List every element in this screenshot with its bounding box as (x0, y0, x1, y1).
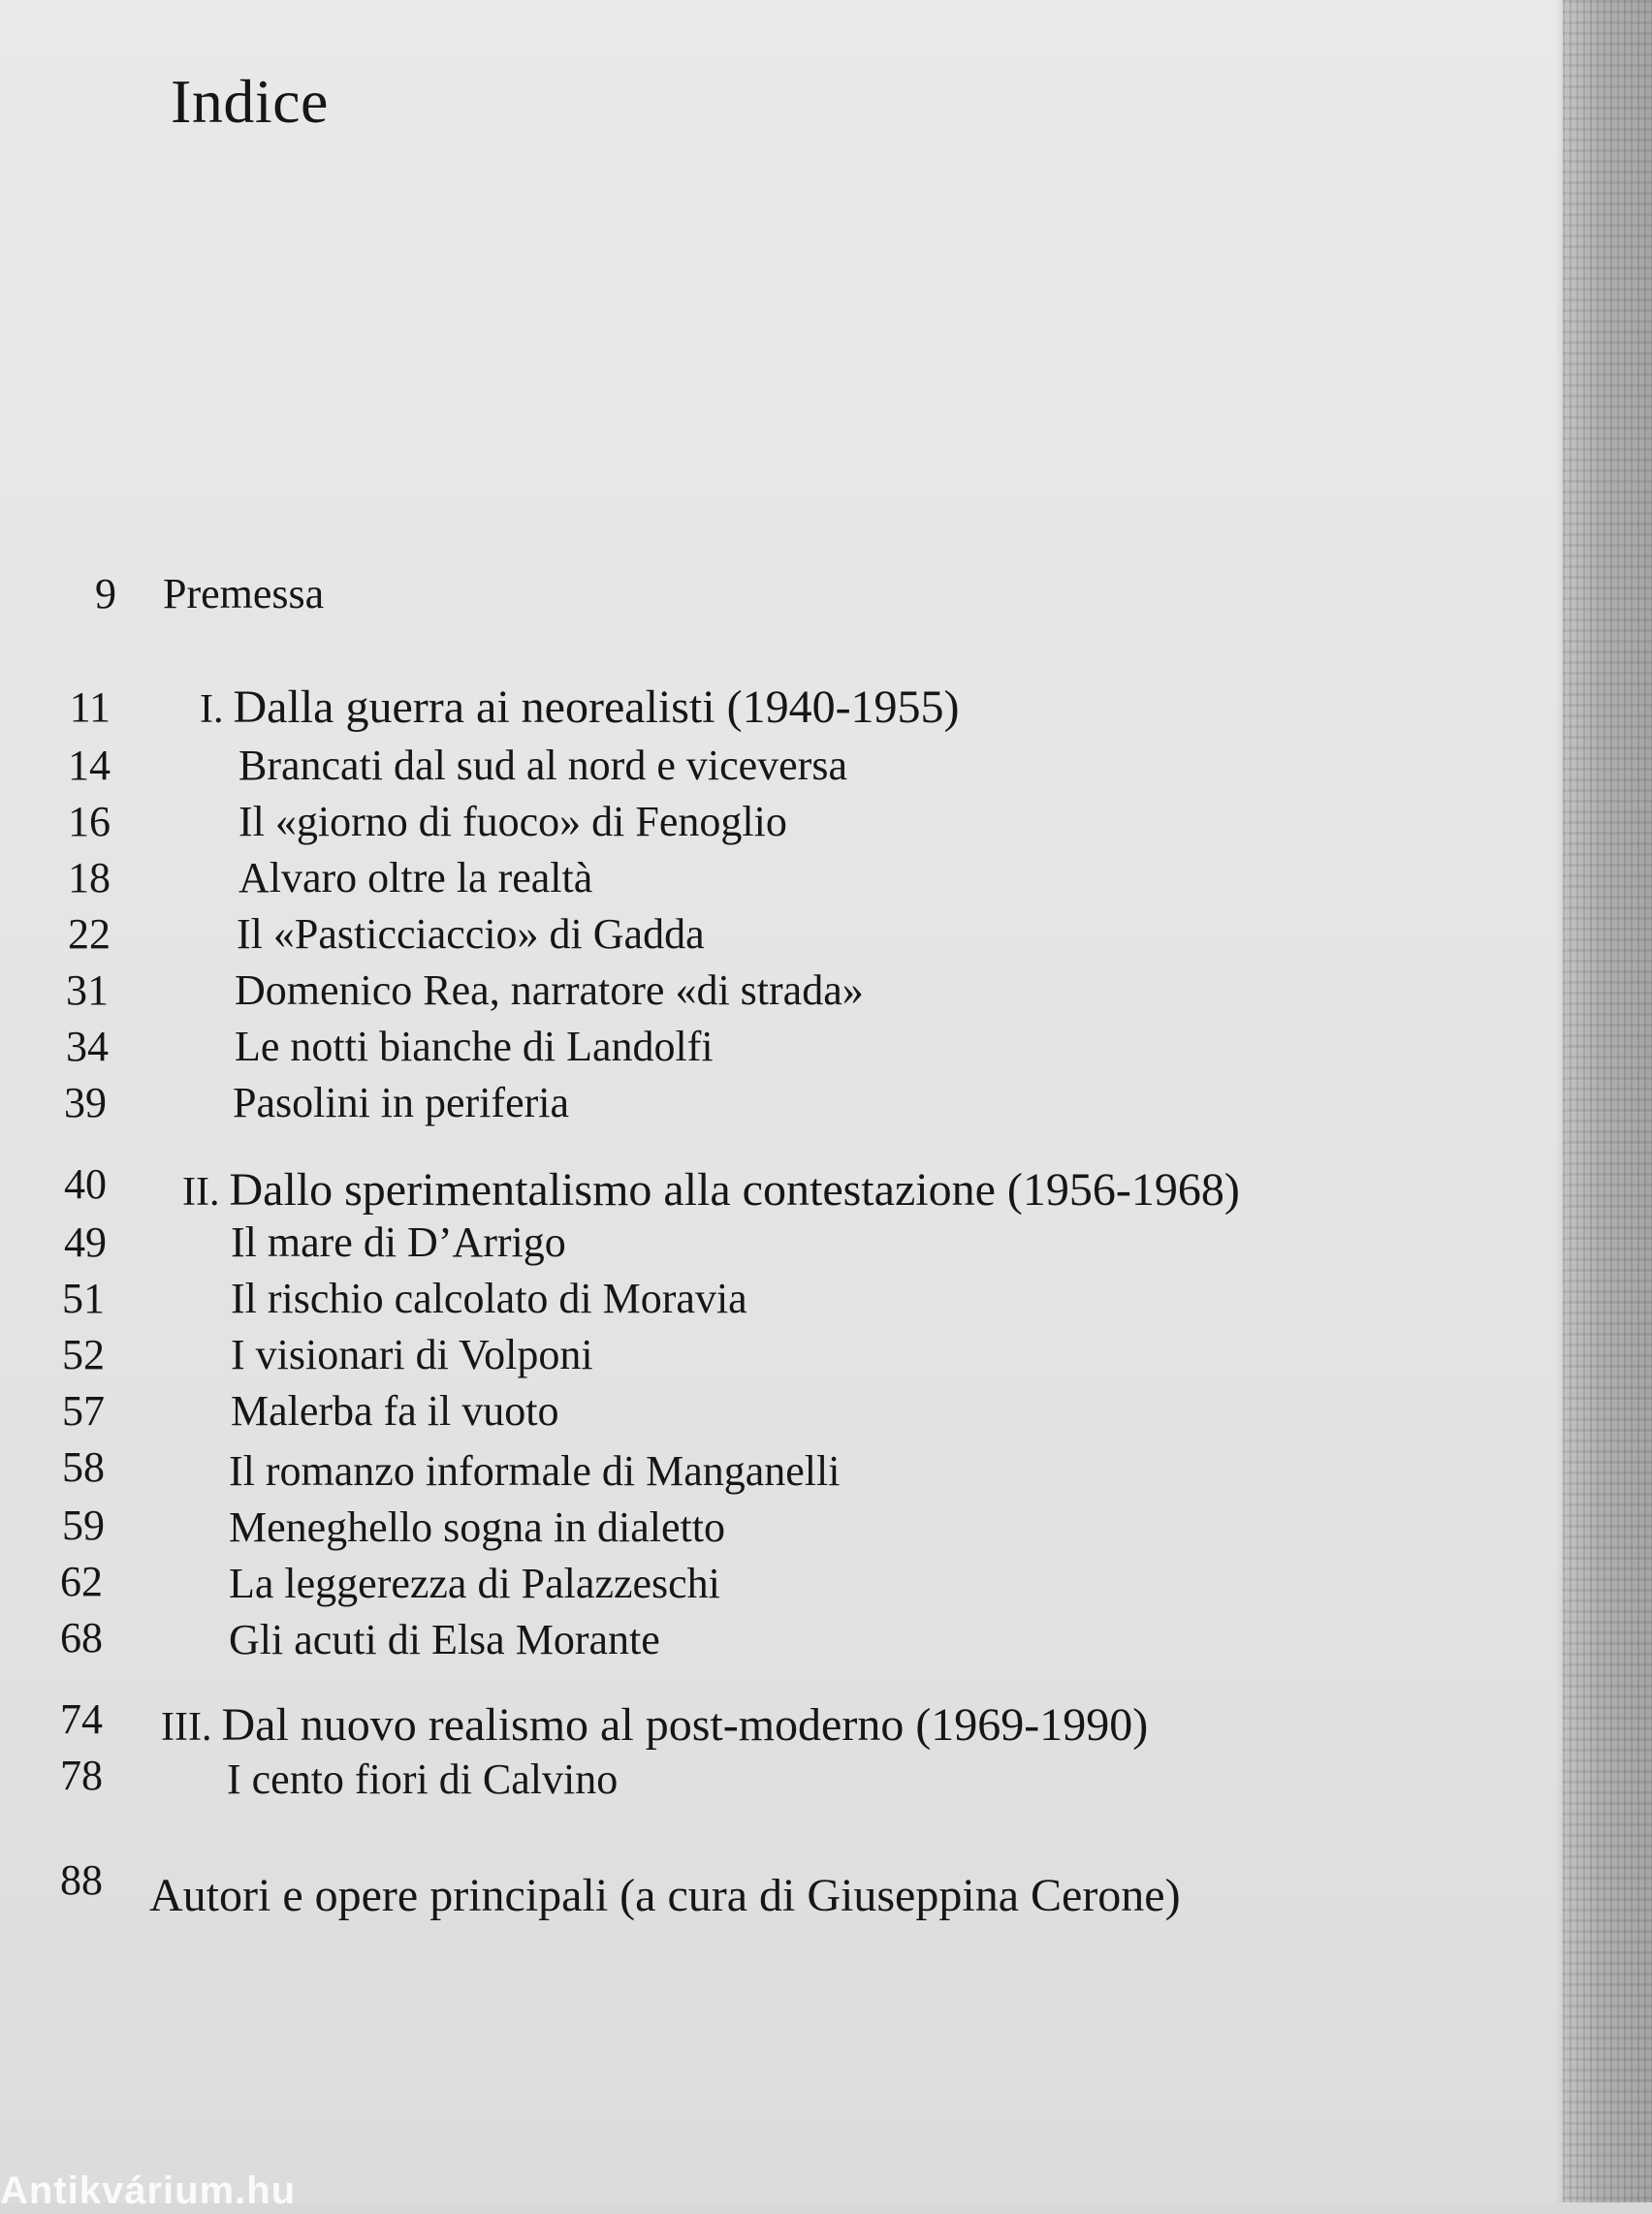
toc-page-number: 78 (60, 1752, 103, 1799)
toc-chapter: Il «Pasticciaccio» di Gadda (237, 910, 705, 958)
toc-page-number: 9 (95, 570, 116, 617)
toc-page-number: 59 (62, 1502, 105, 1549)
part-title: Dal nuovo realismo al post-moderno (1969-1990) (221, 1699, 1149, 1751)
toc-chapter: Alvaro oltre la realtà (238, 854, 593, 901)
toc-chapter: I visionari di Volponi (231, 1331, 593, 1378)
toc-part-heading (200, 680, 960, 745)
toc-chapter: Malerba fa il vuoto (231, 1387, 559, 1435)
toc-chapter: Il «giorno di fuoco» di Fenoglio (238, 798, 787, 845)
toc-page-number: 14 (68, 742, 111, 789)
toc-chapter: Brancati dal sud al nord e viceversa (238, 742, 847, 789)
toc-entry-appendix: Autori e opere principali (a cura di Giuseppina Cerone) (149, 1870, 1181, 1921)
toc-page-number: 11 (69, 683, 111, 731)
toc-chapter: La leggerezza di Palazzeschi (229, 1560, 720, 1607)
toc-page-number: 58 (62, 1443, 105, 1491)
toc-chapter: Le notti bianche di Landolfi (235, 1023, 714, 1070)
toc-chapter: Pasolini in periferia (233, 1079, 570, 1126)
toc-page-number: 16 (68, 798, 111, 845)
toc-page-number: 22 (68, 910, 111, 958)
toc-page-number: 74 (60, 1695, 103, 1743)
toc-page-number: 51 (62, 1275, 105, 1322)
part-title: Dalla guerra ai neorealisti (1940-1955) (233, 681, 960, 733)
part-numeral: III. (161, 1705, 212, 1750)
toc-chapter: Il mare di D’Arrigo (231, 1218, 566, 1266)
toc-chapter: Meneghello sogna in dialetto (229, 1503, 725, 1551)
toc-chapter: Domenico Rea, narratore «di strada» (235, 966, 864, 1014)
toc-page-number: 62 (60, 1558, 103, 1605)
page-title: Indice (171, 67, 329, 136)
toc-page-number: 49 (64, 1218, 107, 1266)
toc-page-number: 31 (66, 966, 109, 1014)
toc-entry-premessa: Premessa (163, 570, 325, 617)
toc-chapter: Il romanzo informale di Manganelli (229, 1447, 841, 1495)
toc-page-number: 40 (64, 1160, 107, 1208)
part-numeral: I. (200, 687, 224, 732)
toc-page-number: 57 (62, 1387, 105, 1435)
toc-page-number: 88 (60, 1856, 103, 1904)
toc-page-number: 39 (64, 1079, 107, 1126)
toc-page-number: 68 (60, 1614, 103, 1661)
part-title: Dallo sperimentalismo alla contestazione (1956-1968) (229, 1164, 1240, 1216)
toc-chapter: I cento fiori di Calvino (227, 1755, 619, 1803)
watermark: Antikvárium.hu (0, 2169, 297, 2212)
toc-page-number: 18 (68, 854, 111, 901)
book-spine (1563, 0, 1652, 2202)
toc-page-number: 52 (62, 1331, 105, 1378)
toc-chapter: Il rischio calcolato di Moravia (231, 1275, 747, 1322)
toc-chapter: Gli acuti di Elsa Morante (229, 1616, 660, 1663)
toc-page-number: 34 (66, 1023, 109, 1070)
part-numeral: II. (182, 1170, 220, 1215)
